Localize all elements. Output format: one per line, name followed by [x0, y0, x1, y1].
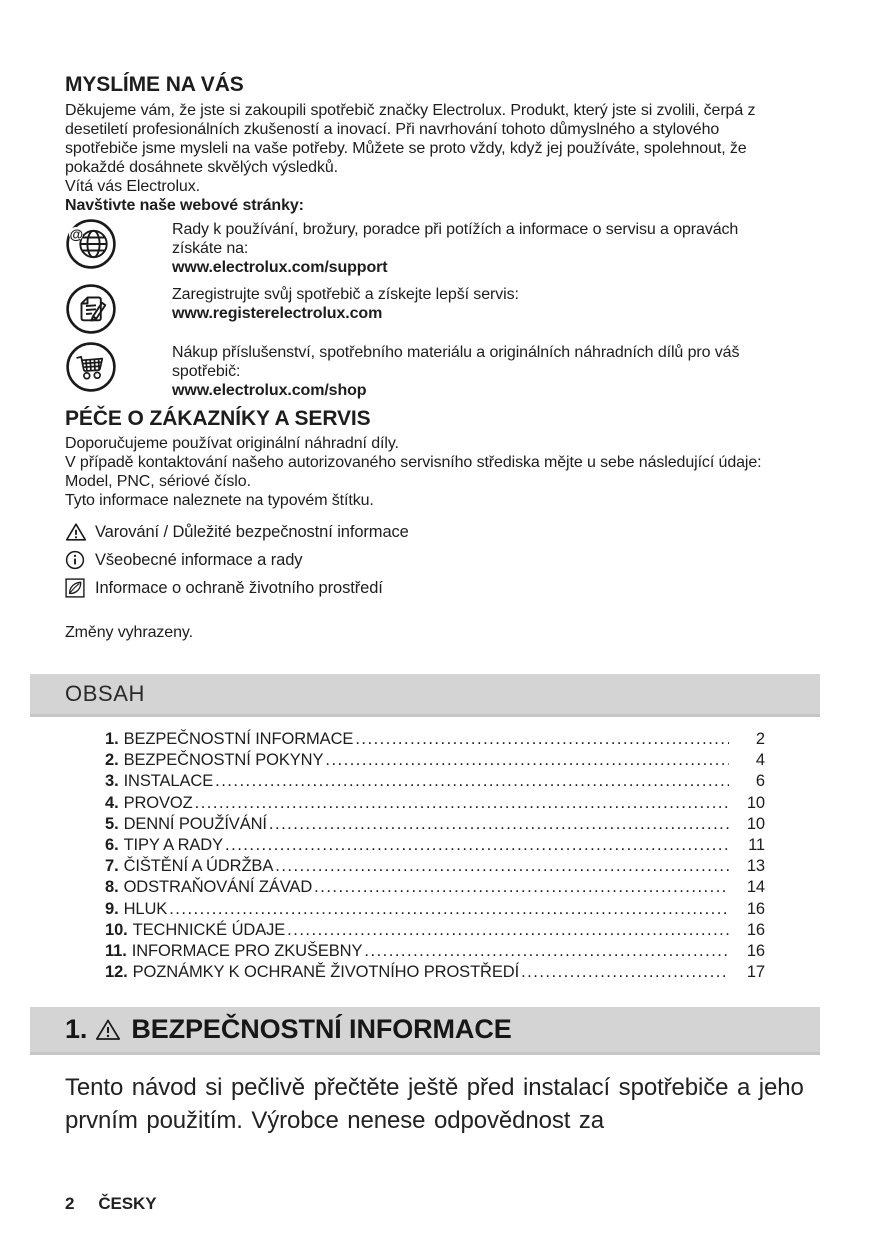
legend-row-warning — [65, 518, 820, 546]
toc-item-9 — [105, 899, 765, 920]
link-register-url: www.registerelectrolux.com — [172, 305, 383, 322]
legend-warning-label: Varování / Důležité bezpečnostní informace — [95, 522, 409, 541]
toc-num: 2. — [105, 751, 119, 770]
link-support-text: Rady k používání, brožury, poradce při potížích a informace o servisu a opravách získáte na: — [172, 221, 739, 257]
intro-body: Děkujeme vám, že jste si zakoupili spotřebič značky Electrolux. Produkt, který jste si zvolili, čerpá z desetiletí profesionálních zkušeností a inovací. Při navrhování tohoto důmyslného a stylového spotřebiče jsme mysleli na vaše potřeby. Můžete se proto vždy, když jej používáte, spolehnout, že pokaždé dosáhnete skvělých výsledků. — [65, 102, 756, 176]
section1-title: BEZPEČNOSTNÍ INFORMACE — [131, 1014, 512, 1045]
toc-dot-leader — [364, 941, 729, 962]
toc-item-7 — [105, 856, 765, 877]
warning-triangle-icon — [65, 522, 89, 542]
toc-page-number: 14 — [746, 878, 765, 897]
toc-num: 8. — [105, 878, 119, 897]
link-shop-url: www.electrolux.com/shop — [172, 382, 367, 399]
service-line3: Tyto informace naleznete na typovém štítku. — [65, 492, 374, 509]
toc-num: 1. — [105, 730, 119, 748]
toc-dot-leader — [195, 793, 729, 814]
service-line2: V případě kontaktování našeho autorizovaného servisního střediska mějte u sebe následující údaje: Model, PNC, sériové číslo. — [65, 454, 762, 490]
website-links — [65, 218, 820, 400]
link-row-register — [65, 283, 820, 335]
link-row-shop — [65, 341, 820, 400]
legend-row-eco — [65, 574, 820, 602]
toc-num: 9. — [105, 899, 119, 918]
toc-dot-leader — [355, 729, 729, 750]
toc-num: 10. — [105, 920, 128, 939]
toc-header-bar — [30, 674, 820, 717]
toc-page-number: 4 — [755, 751, 765, 770]
toc-page-number: 16 — [746, 920, 765, 939]
intro-visit-label: Navštivte naše webové stránky: — [65, 197, 304, 214]
toc-num: 5. — [105, 814, 119, 833]
toc-dot-leader — [215, 771, 729, 792]
legend-info-label: Všeobecné informace a rady — [95, 550, 303, 569]
toc-item-11 — [105, 941, 765, 962]
section1-body: Tento návod si pečlivě přečtěte ještě před instalací spotřebiče a jeho prvním použitím. Výrobce nenese odpovědnost za — [65, 1074, 804, 1135]
toc-num: 11. — [105, 942, 127, 961]
toc-dot-leader — [325, 750, 729, 771]
link-register-text: Zaregistrujte svůj spotřebič a získejte lepší servis: — [172, 286, 519, 303]
toc-dot-leader — [287, 920, 729, 941]
page-footer — [65, 1194, 156, 1214]
toc-dot-leader — [275, 856, 729, 877]
toc-label: ODSTRAŇOVÁNÍ ZÁVAD — [123, 878, 313, 897]
toc-page-number: 2 — [755, 730, 765, 748]
link-support-url: www.electrolux.com/support — [172, 259, 388, 276]
toc-item-3 — [105, 771, 765, 792]
register-document-icon — [65, 283, 117, 335]
toc-label: PROVOZ — [123, 793, 193, 812]
service-title: PÉČE O ZÁKAZNÍKY A SERVIS — [65, 407, 371, 430]
warning-triangle-icon — [95, 1018, 121, 1041]
toc-item-2 — [105, 750, 765, 771]
svg-text:@: @ — [69, 226, 84, 242]
toc-dot-leader — [169, 899, 729, 920]
toc-item-1 — [105, 729, 765, 750]
toc-item-5 — [105, 814, 765, 835]
toc-dot-leader — [225, 835, 729, 856]
toc-dot-leader — [314, 877, 729, 898]
intro-title: MYSLÍME NA VÁS — [65, 73, 244, 96]
toc-label: TECHNICKÉ ÚDAJE — [132, 920, 286, 939]
toc-item-8 — [105, 877, 765, 898]
service-line1: Doporučujeme používat originální náhradní díly. — [65, 435, 399, 452]
toc-label: ČIŠTĚNÍ A ÚDRŽBA — [123, 857, 274, 876]
toc-label: POZNÁMKY K OCHRANĚ ŽIVOTNÍHO PROSTŘEDÍ — [132, 963, 520, 982]
info-circle-icon — [65, 550, 89, 570]
footer-language: ČESKY — [98, 1194, 157, 1213]
toc-label: DENNÍ POUŽÍVÁNÍ — [123, 814, 267, 833]
toc-label: INFORMACE PRO ZKUŠEBNY — [131, 942, 363, 961]
toc-item-4 — [105, 793, 765, 814]
toc-label: BEZPEČNOSTNÍ INFORMACE — [123, 730, 354, 748]
toc-dot-leader — [521, 962, 729, 983]
toc-page-number: 17 — [746, 963, 765, 982]
toc-item-6 — [105, 835, 765, 856]
globe-at-icon — [65, 218, 117, 270]
changes-note: Změny vyhrazeny. — [65, 624, 193, 641]
toc-num: 6. — [105, 836, 119, 855]
toc-num: 4. — [105, 793, 119, 812]
intro-welcome: Vítá vás Electrolux. — [65, 178, 200, 195]
shopping-cart-icon — [65, 341, 117, 393]
toc-title: OBSAH — [65, 681, 146, 706]
link-shop-text: Nákup příslušenství, spotřebního materiálu a originálních náhradních dílů pro váš spotřebič: — [172, 344, 740, 380]
toc-item-12 — [105, 962, 765, 983]
toc-page-number: 16 — [746, 942, 765, 961]
toc-label: INSTALACE — [123, 772, 214, 791]
toc-num: 12. — [105, 963, 128, 982]
footer-page-number: 2 — [65, 1194, 75, 1213]
table-of-contents — [105, 729, 765, 983]
section1-number: 1. — [65, 1014, 88, 1045]
toc-label: HLUK — [123, 899, 168, 918]
toc-label: TIPY A RADY — [123, 836, 224, 855]
toc-dot-leader — [269, 814, 729, 835]
toc-item-10 — [105, 920, 765, 941]
toc-num: 3. — [105, 772, 119, 791]
toc-page-number: 10 — [746, 814, 765, 833]
toc-page-number: 6 — [755, 772, 765, 791]
symbol-legend — [65, 518, 820, 602]
section1-header-bar — [30, 1007, 820, 1055]
toc-label: BEZPEČNOSTNÍ POKYNY — [123, 751, 324, 770]
toc-page-number: 11 — [748, 836, 765, 855]
toc-page-number: 10 — [746, 793, 765, 812]
legend-eco-label: Informace o ochraně životního prostředí — [95, 578, 383, 597]
link-row-support — [65, 218, 820, 277]
eco-leaf-icon — [65, 578, 89, 598]
toc-page-number: 13 — [746, 857, 765, 876]
toc-page-number: 16 — [746, 899, 765, 918]
legend-row-info — [65, 546, 820, 574]
toc-num: 7. — [105, 857, 119, 876]
